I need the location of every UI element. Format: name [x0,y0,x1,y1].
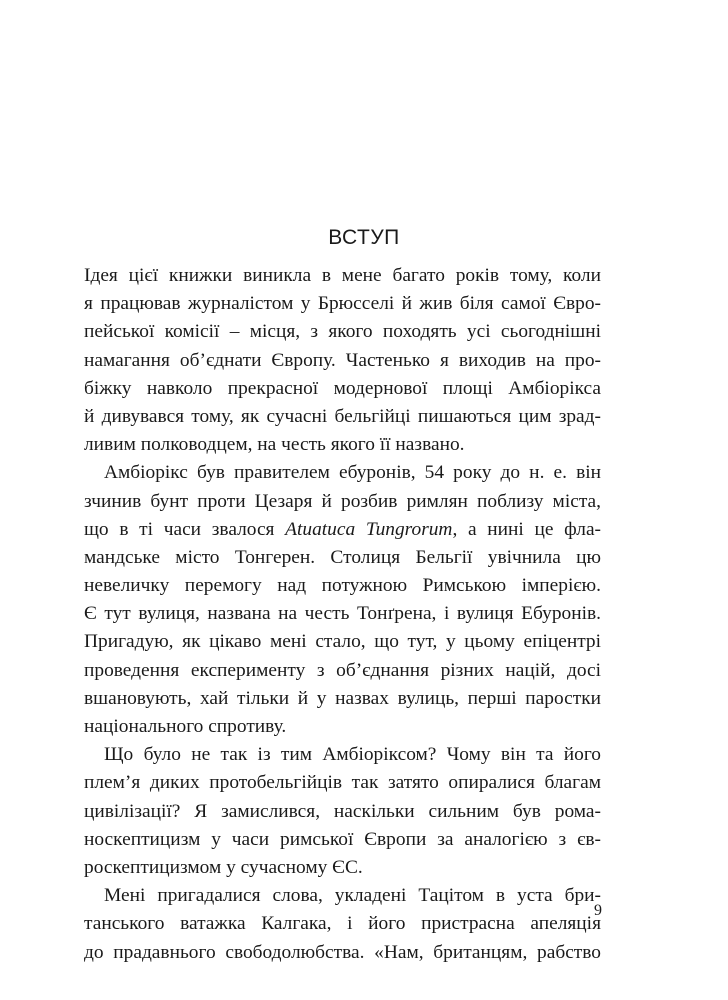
text-line: Амбіорікс був правителем ебуронів, 54 року до н. е. він [104,462,601,484]
text-line: роскептицизмом у сучасному ЄС. [84,856,363,878]
text-line: до прадавнього свободолюбства. «Нам, британцям, рабство [84,941,601,963]
text-line: танського ватажка Калгака, і його пристрасна апеляція [84,913,601,935]
text-line: Ідея цієї книжки виникла в мене багато років тому, коли [84,265,601,286]
text-line: проведення експерименту з об’єднання різних націй, досі [84,659,601,681]
text-line: мандське місто Тонгерен. Столиця Бельгії увічнила цю [84,546,601,568]
text-line: я працював журналістом у Брюсселі й жив біля самої Євро- [84,293,601,315]
text-line: Мені пригадалися слова, укладені Тацітом в уста бри- [104,885,601,907]
text-line: носкептицизм у часи римської Європи за аналогією з єв- [84,828,601,850]
text-line: ливим полководцем, на честь якого її названо. [84,434,465,456]
text-line: й дивувався тому, як сучасні бельгійці пишаються цим зрад- [84,405,601,427]
page-number: 9 [594,902,602,919]
text-line: національного спротиву. [84,716,287,737]
text-line: вшановують, хай тільки й у назвах вулиць, перші паростки [84,687,601,709]
text-line: біжку навколо прекрасної модернової площі Амбіорікса [84,377,601,399]
chapter-title: ВСТУП [328,226,400,249]
text-line: невеличку перемогу над потужною Римською імперією. [84,575,601,597]
text-line: плем’я диких протобельгійців так затято опиралися благам [84,772,601,794]
body-text [84,262,601,967]
text-line: що в ті часи звалося Atuatuca Tungrorum, а нині це фла- [84,518,602,540]
text-line: цивілізації? Я замислився, наскільки сильним був рома- [84,800,601,822]
text-line: Є тут вулиця, названа на честь Тонґрена, і вулиця Ебуронів. [84,603,601,625]
text-line: зчинив бунт проти Цезаря й розбив римлян поблизу міста, [84,490,601,512]
text-line: Пригадую, як цікаво мені стало, що тут, у цьому епіцентрі [84,631,601,653]
text-line: Що було не так із тим Амбіоріксом? Чому він та його [104,744,601,766]
latin-place-name: Atuatuca Tungrorum [285,518,453,540]
text-line: намагання об’єднати Європу. Частенько я виходив на про- [84,349,601,371]
text-line: пейської комісії – місця, з якого походять усі сьогоднішні [84,321,601,343]
